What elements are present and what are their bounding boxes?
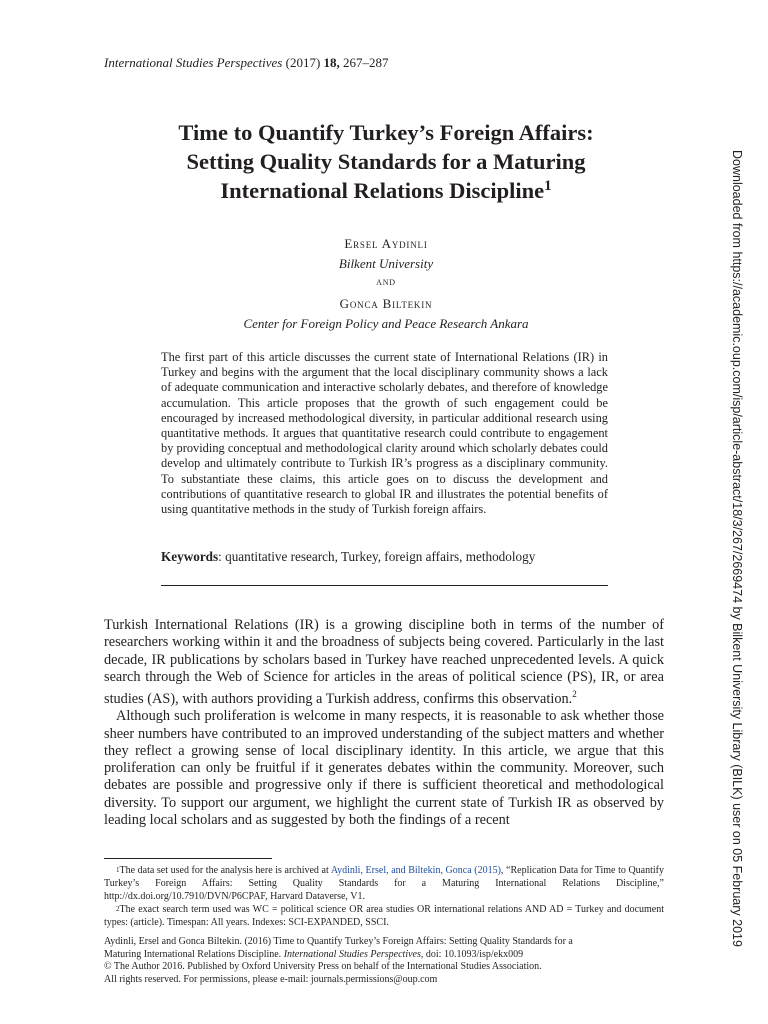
download-watermark: Downloaded from https://academic.oup.com/isp/article-abstract/18/3/267/2669474 by Bilkent University Library (BILK) user on 05 February 2019	[730, 150, 744, 947]
footnote-ref-2[interactable]: 2	[572, 689, 577, 700]
journal-year: (2017)	[285, 55, 321, 70]
affiliation-2: Center for Foreign Policy and Peace Research Ankara	[243, 316, 529, 331]
footnote-1-pre: The data set used for the analysis here is archived at	[119, 865, 331, 876]
footnote-1	[104, 864, 664, 903]
title-line-3-text: International Relations Discipline	[220, 178, 545, 203]
citation-line-2	[104, 949, 664, 962]
title-line-2: Setting Quality Standards for a Maturing	[186, 149, 586, 174]
title-line-3	[90, 176, 682, 205]
footnote-1-link[interactable]: Aydinli, Ersel, and Biltekin, Gonca (2015)	[330, 865, 501, 876]
permissions-line: All rights reserved. For permissions, please e-mail: journals.permissions@oup.com	[104, 973, 438, 985]
citation-block	[104, 936, 664, 986]
footnote-2-text: The exact search term used was WC = political science OR area studies OR international relations AND AD = Turkey and document types: (article). Timespan: All years. Indexes: SCI-EXPANDED, SSCI.	[104, 904, 664, 928]
journal-volume: 18,	[323, 55, 340, 70]
body-paragraph-1	[104, 617, 664, 708]
author-1: Ersel Aydinli	[344, 236, 428, 251]
citation-journal: International Studies Perspectives	[283, 948, 421, 960]
title-line-1: Time to Quantify Turkey’s Foreign Affairs:	[178, 120, 594, 145]
abstract: The first part of this article discusses the current state of International Relations (IR) in Turkey and begins with the argument that the local disciplinary community shows a lack of adequate communication and interactive scholarly debates, and therefore of knowledge accumulation. This article proposes that the growth of such engagement could be encouraged by increased methodological diversity, in particular additional research using quantitative methods. It argues that quantitative research could contribute to engagement by providing conceptual and methodological clarity around which scholarly debates could develop and ultimately contribute to Turkish IR’s progress as a disciplinary community. To substantiate these claims, this article goes on to discuss the development and contributions of quantitative research to global IR and illustrates the potential benefits of using quantitative methods in the study of Turkish foreign affairs.	[161, 350, 608, 517]
footnote-2-mark: 2	[116, 905, 120, 913]
footnote-2	[104, 903, 664, 929]
body-paragraph-2: Although such proliferation is welcome in many respects, it is reasonable to ask whether those sheer numbers have contributed to an improved understanding of the subject matters and whether they reflect a growing sense of local disciplinary identity. In this article, we argue that this proliferation can only be fruitful if it generates debates within the community. Moreover, such debates are possible and progressive only if there is sufficient theoretical and methodological diversity. To support our argument, we highlight the current state of Turkish IR as observed by leading local scholars and as suggested by both the findings of a recent	[104, 708, 664, 829]
footnote-1-mark: 1	[116, 866, 120, 874]
citation-line-2-pre: Maturing International Relations Discipline.	[104, 948, 284, 960]
author-separator: and	[376, 276, 396, 288]
article-title	[90, 118, 682, 205]
copyright-line: © The Author 2016. Published by Oxford University Press on behalf of the International Studies Association.	[104, 961, 542, 972]
title-footnote-mark[interactable]: 1	[544, 178, 552, 194]
journal-header	[104, 55, 389, 71]
footnote-1-post: , “Replication Data for Time to Quantify Turkey’s Foreign Affairs: Setting Quality Standards for a Maturing International Relations Discipline,” http://dx.doi.org/10.7910/DVN/P6CPAF, Harvard Dataverse, V1.	[104, 865, 664, 902]
abstract-divider	[161, 585, 608, 586]
keywords-list: : quantitative research, Turkey, foreign affairs, methodology	[218, 549, 536, 564]
journal-name: International Studies Perspectives	[104, 55, 283, 70]
citation-line-2-post: , doi: 10.1093/isp/ekx009	[420, 948, 524, 960]
citation-line-1: Aydinli, Ersel and Gonca Biltekin. (2016) Time to Quantify Turkey’s Foreign Affairs: Setting Quality Standards for a	[104, 936, 573, 947]
affiliation-1: Bilkent University	[338, 256, 434, 271]
keywords-label: Keywords	[161, 549, 219, 564]
author-2: Gonca Biltekin	[339, 296, 433, 311]
footnote-divider	[104, 858, 272, 859]
body-paragraph-1-text: Turkish International Relations (IR) is a growing discipline both in terms of the number of researchers working within it and the broadness of subjects being covered. Particularly in the last decade, IR publications by scholars based in Turkey have reached unprecedented levels. A quick search through the Web of Science for articles in the areas of political science (PS), IR, or area studies (AS), with authors providing a Turkish address, confirms this observation.	[104, 617, 664, 707]
journal-pages: 267–287	[343, 55, 389, 70]
keywords	[161, 549, 608, 565]
article-body	[104, 617, 664, 829]
